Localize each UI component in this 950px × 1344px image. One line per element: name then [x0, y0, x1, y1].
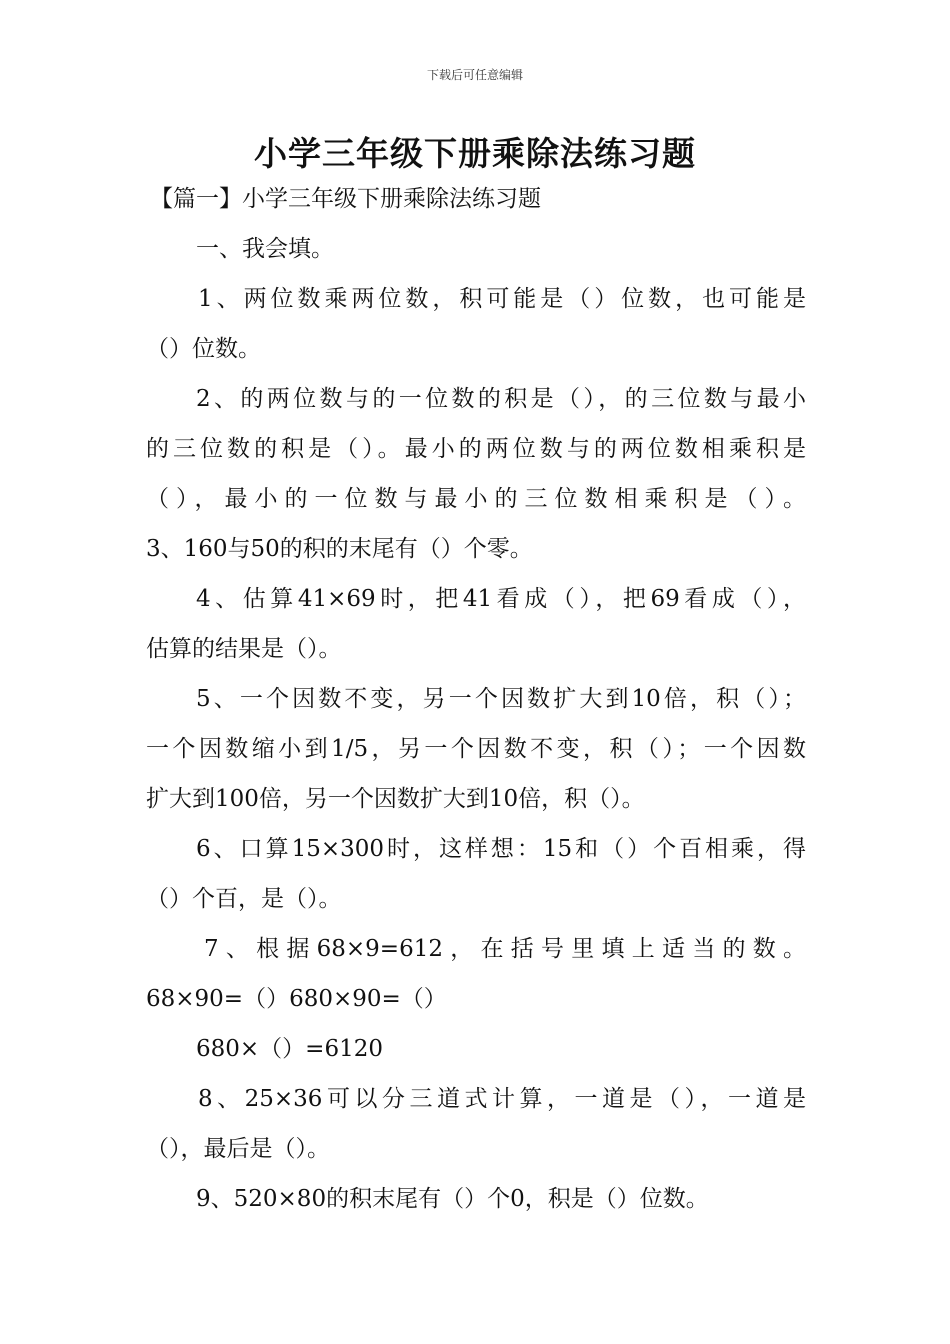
question-2-line-3: （），最小的一位数与最小的三位数相乘积是（）。: [146, 486, 806, 512]
question-7-line-1: 7、根据68×9=612，在括号里填上适当的数。: [204, 936, 806, 962]
question-2-line-2: 的三位数的积是（）。最小的两位数与的两位数相乘积是: [146, 436, 806, 462]
section-heading: 【篇一】小学三年级下册乘除法练习题: [150, 186, 541, 212]
question-7-line-3: 680×（）=6120: [196, 1036, 383, 1062]
part-heading: 一、我会填。: [196, 236, 334, 262]
question-1-line-2: （）位数。: [146, 336, 261, 362]
question-5-line-3: 扩大到100倍，另一个因数扩大到10倍，积（）。: [146, 786, 645, 812]
question-4-line-2: 估算的结果是（）。: [146, 636, 342, 662]
question-2-line-1: 2、的两位数与的一位数的积是（），的三位数与最小: [196, 386, 806, 412]
question-3: 3、160与50的积的末尾有（）个零。: [146, 536, 533, 562]
question-8-line-1: 8、25×36可以分三道式计算，一道是（），一道是: [198, 1086, 806, 1112]
question-8-line-2: （），最后是（）。: [146, 1136, 330, 1162]
header-note: 下载后可任意编辑: [426, 68, 523, 82]
question-5-line-2: 一个因数缩小到1/5，另一个因数不变，积（）；一个因数: [146, 736, 806, 762]
page-title: 小学三年级下册乘除法练习题: [254, 134, 696, 173]
question-7-line-2: 68×90=（）680×90=（）: [146, 986, 447, 1012]
question-6-line-1: 6、口算15×300时，这样想：15和（）个百相乘，得: [196, 836, 806, 862]
question-1-line-1: 1、两位数乘两位数，积可能是（）位数，也可能是: [198, 286, 806, 312]
question-5-line-1: 5、一个因数不变，另一个因数扩大到10倍，积（）；: [196, 686, 806, 712]
question-9: 9、520×80的积末尾有（）个0，积是（）位数。: [196, 1186, 709, 1212]
question-4-line-1: 4、估算41×69时，把41看成（），把69看成（），: [196, 586, 806, 612]
question-6-line-2: （）个百，是（）。: [146, 886, 342, 912]
